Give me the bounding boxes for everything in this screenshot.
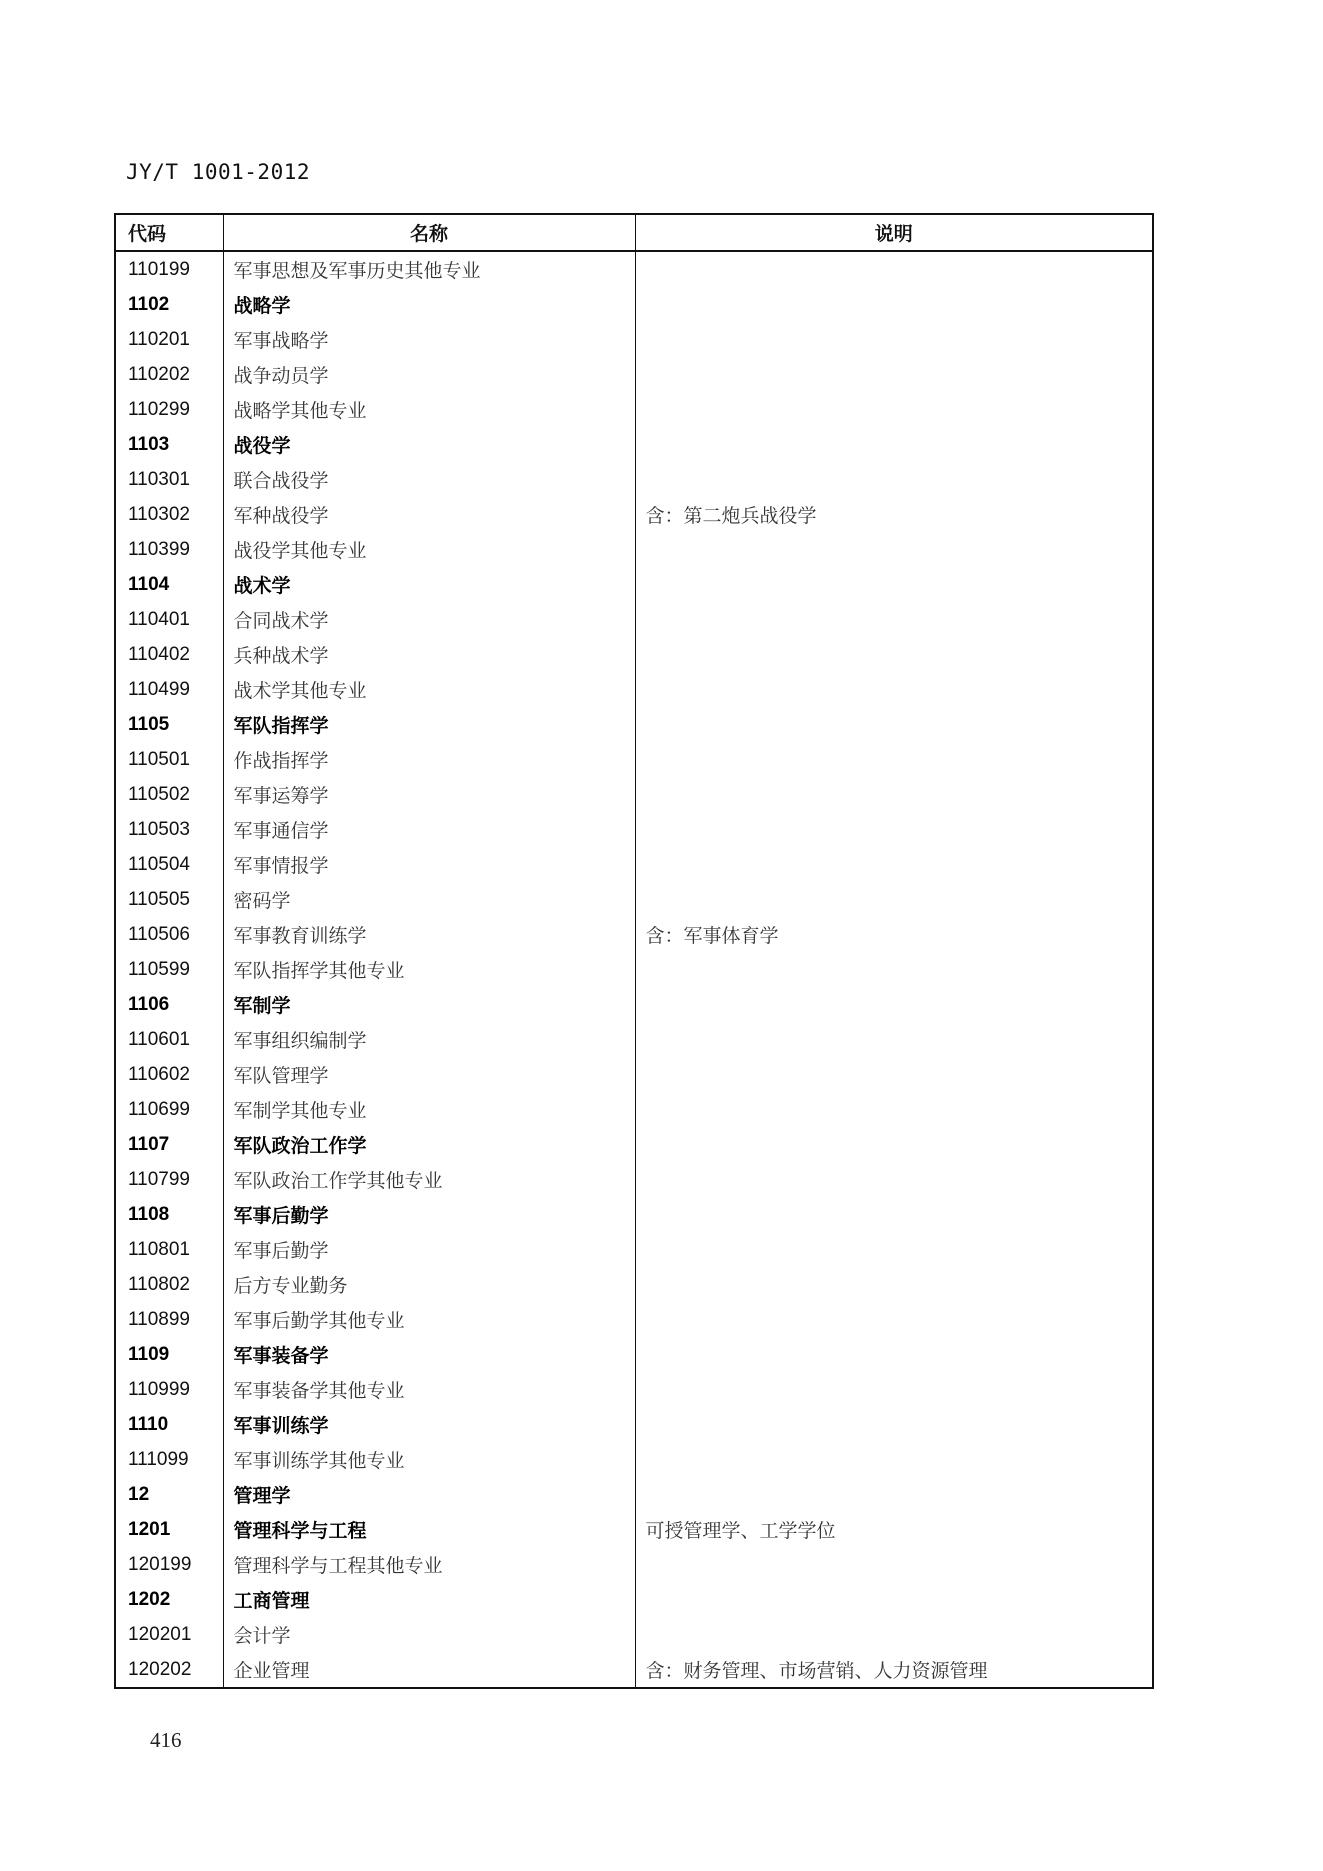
table-row [115,1337,1153,1372]
cell-code: 1202 [115,1582,223,1617]
cell-name: 战术学其他专业 [223,672,635,707]
table-row [115,1092,1153,1127]
cell-note [635,777,1153,812]
cell-code: 110502 [115,777,223,812]
cell-note [635,987,1153,1022]
cell-note [635,1267,1153,1302]
cell-note [635,427,1153,462]
cell-note [635,602,1153,637]
cell-name: 军事训练学其他专业 [223,1442,635,1477]
cell-name: 军队指挥学 [223,707,635,742]
table-row [115,1407,1153,1442]
cell-name: 战役学 [223,427,635,462]
cell-name: 军事训练学 [223,1407,635,1442]
table-row [115,1197,1153,1232]
cell-note: 含：第二炮兵战役学 [645,505,817,527]
cell-code: 110301 [115,462,223,497]
column-header-name: 名称 [223,214,635,251]
cell-name: 军制学 [223,987,635,1022]
cell-name: 军事装备学 [223,1337,635,1372]
cell-note [635,847,1153,882]
cell-code: 110802 [115,1267,223,1302]
cell-name: 军队政治工作学其他专业 [223,1162,635,1197]
cell-note [635,1477,1153,1512]
table-row [115,287,1153,322]
cell-code: 1102 [115,287,223,322]
table-row [115,637,1153,672]
cell-name: 战略学 [223,287,635,322]
cell-code: 110506 [115,917,223,952]
cell-name: 军事通信学 [223,812,635,847]
cell-name: 密码学 [223,882,635,917]
table-row [115,707,1153,742]
table-row [115,1057,1153,1092]
cell-name: 军队指挥学其他专业 [223,952,635,987]
cell-name: 会计学 [223,1617,635,1652]
cell-note [635,357,1153,392]
cell-name: 管理科学与工程 [223,1512,635,1547]
cell-code: 110601 [115,1022,223,1057]
cell-code: 110504 [115,847,223,882]
cell-name: 军事装备学其他专业 [223,1372,635,1407]
cell-name: 军事运筹学 [223,777,635,812]
cell-code: 110302 [115,497,223,532]
cell-name: 军队管理学 [223,1057,635,1092]
cell-name: 战略学其他专业 [223,392,635,427]
cell-code: 120202 [115,1652,223,1688]
cell-note [635,1582,1153,1617]
cell-name: 军事情报学 [223,847,635,882]
cell-note [635,952,1153,987]
cell-code: 110399 [115,532,223,567]
cell-note [635,287,1153,322]
cell-name: 军种战役学 [223,497,635,532]
table-row [115,1652,1153,1688]
cell-code: 110202 [115,357,223,392]
cell-note [635,1372,1153,1407]
discipline-catalog-table [114,213,1154,1689]
table-row [115,427,1153,462]
cell-code: 110201 [115,322,223,357]
cell-name: 军事战略学 [223,322,635,357]
cell-name: 军事组织编制学 [223,1022,635,1057]
cell-note: 可授管理学、工学学位 [645,1520,836,1542]
cell-note [635,567,1153,602]
cell-note: 含：财务管理、市场营销、人力资源管理 [645,1660,988,1682]
table-row [115,357,1153,392]
cell-note [635,251,1153,287]
cell-note: 含：军事体育学 [645,925,779,947]
cell-note [635,1092,1153,1127]
table-row [115,462,1153,497]
cell-note [635,707,1153,742]
table-row [115,251,1153,287]
standard-code: JY/T 1001-2012 [126,160,311,184]
cell-name: 后方专业勤务 [223,1267,635,1302]
cell-name: 军事教育训练学 [223,917,635,952]
cell-code: 110899 [115,1302,223,1337]
cell-code: 1106 [115,987,223,1022]
table-row [115,812,1153,847]
cell-code: 1104 [115,567,223,602]
table-row [115,1477,1153,1512]
cell-code: 110499 [115,672,223,707]
table-header [115,214,1153,251]
cell-note [635,532,1153,567]
cell-code: 111099 [115,1442,223,1477]
cell-code: 110799 [115,1162,223,1197]
cell-code: 110801 [115,1232,223,1267]
cell-code: 110501 [115,742,223,777]
cell-note [635,882,1153,917]
table-row [115,392,1153,427]
cell-code: 110299 [115,392,223,427]
cell-code: 110599 [115,952,223,987]
table-body [115,251,1153,1688]
table-row [115,1302,1153,1337]
cell-code: 110699 [115,1092,223,1127]
table-row [115,1582,1153,1617]
cell-code: 110402 [115,637,223,672]
cell-note [635,1197,1153,1232]
table-row [115,567,1153,602]
table-row [115,1127,1153,1162]
table-row [115,1617,1153,1652]
cell-code: 1110 [115,1407,223,1442]
table-row [115,1372,1153,1407]
cell-code: 110199 [115,251,223,287]
cell-name: 军事思想及军事历史其他专业 [223,251,635,287]
cell-name: 合同战术学 [223,602,635,637]
cell-name: 军队政治工作学 [223,1127,635,1162]
cell-name: 作战指挥学 [223,742,635,777]
cell-code: 120201 [115,1617,223,1652]
table-row [115,882,1153,917]
cell-note [635,1057,1153,1092]
table-row [115,742,1153,777]
table-row [115,1512,1153,1547]
cell-name: 兵种战术学 [223,637,635,672]
table-row [115,1162,1153,1197]
cell-note [635,1022,1153,1057]
column-header-note: 说明 [635,214,1153,251]
table-row [115,952,1153,987]
cell-note [635,1127,1153,1162]
page-number: 416 [150,1728,182,1752]
table-row [115,532,1153,567]
cell-code: 12 [115,1477,223,1512]
cell-code: 110505 [115,882,223,917]
cell-code: 1108 [115,1197,223,1232]
cell-note [635,637,1153,672]
cell-note [635,1232,1153,1267]
table-row [115,602,1153,637]
cell-code: 1103 [115,427,223,462]
cell-note [635,812,1153,847]
cell-name: 战术学 [223,567,635,602]
cell-name: 联合战役学 [223,462,635,497]
cell-code: 120199 [115,1547,223,1582]
cell-note [635,1617,1153,1652]
cell-code: 1109 [115,1337,223,1372]
table-row [115,322,1153,357]
table-row [115,1232,1153,1267]
cell-note [635,462,1153,497]
cell-note [635,742,1153,777]
cell-name: 管理学 [223,1477,635,1512]
table-row [115,1267,1153,1302]
cell-name: 军事后勤学 [223,1197,635,1232]
table-row [115,672,1153,707]
cell-code: 110503 [115,812,223,847]
cell-name: 工商管理 [223,1582,635,1617]
cell-note [635,672,1153,707]
cell-note [635,322,1153,357]
cell-name: 战役学其他专业 [223,532,635,567]
cell-name: 军制学其他专业 [223,1092,635,1127]
cell-note [635,1442,1153,1477]
table-row [115,917,1153,952]
table-row [115,777,1153,812]
cell-name: 军事后勤学其他专业 [223,1302,635,1337]
cell-note [635,1302,1153,1337]
cell-code: 1201 [115,1512,223,1547]
cell-code: 1107 [115,1127,223,1162]
cell-note [635,1337,1153,1372]
table-row [115,1547,1153,1582]
table-row [115,847,1153,882]
cell-code: 110999 [115,1372,223,1407]
cell-code: 1105 [115,707,223,742]
column-header-code: 代码 [115,214,223,251]
cell-name: 战争动员学 [223,357,635,392]
table-row [115,1022,1153,1057]
cell-note [635,392,1153,427]
cell-name: 军事后勤学 [223,1232,635,1267]
table-row [115,1442,1153,1477]
cell-code: 110401 [115,602,223,637]
cell-code: 110602 [115,1057,223,1092]
cell-note [635,1547,1153,1582]
table-row [115,497,1153,532]
cell-note [635,1162,1153,1197]
table-row [115,987,1153,1022]
cell-note [635,1407,1153,1442]
cell-name: 管理科学与工程其他专业 [223,1547,635,1582]
cell-name: 企业管理 [223,1652,635,1688]
